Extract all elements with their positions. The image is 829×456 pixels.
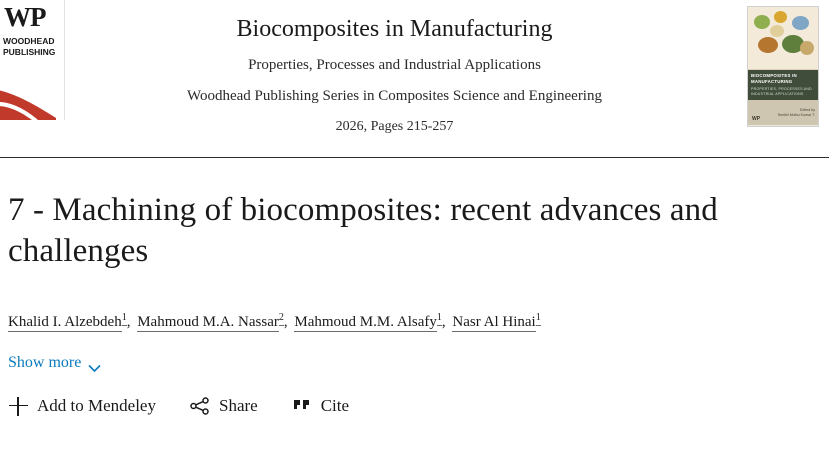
publisher-swoosh-graphic bbox=[0, 80, 65, 120]
add-to-mendeley-label: Add to Mendeley bbox=[37, 396, 156, 415]
woodhead-publishing-logo bbox=[0, 0, 65, 120]
author-affiliation-marker[interactable]: 1 bbox=[122, 312, 127, 326]
show-more-label: Show more bbox=[8, 354, 82, 371]
quote-icon bbox=[292, 396, 312, 416]
pages-line: 2026, Pages 215-257 bbox=[335, 119, 454, 134]
publication-header bbox=[0, 0, 829, 158]
author-name[interactable]: Mahmoud M.A. Nassar bbox=[137, 314, 279, 330]
share-button[interactable] bbox=[190, 396, 258, 416]
wp-monogram: WP bbox=[4, 2, 46, 32]
author-entry[interactable] bbox=[294, 314, 442, 330]
author-affiliation-marker[interactable]: 2 bbox=[279, 312, 284, 326]
share-label: Share bbox=[218, 396, 258, 415]
cover-publisher-mark: WP bbox=[752, 116, 761, 122]
series-title: Woodhead Publishing Series in Composites Science and Engineering bbox=[187, 88, 602, 104]
author-separator: , bbox=[283, 314, 288, 330]
publisher-name: WOODHEAD PUBLISHING bbox=[3, 36, 56, 57]
cover-band-subtitle: PROPERTIES, PROCESSES AND INDUSTRIAL APPLICATIONS bbox=[751, 87, 812, 96]
author-list bbox=[8, 307, 821, 333]
share-icon bbox=[190, 396, 210, 416]
article-section bbox=[0, 190, 829, 416]
article-actions bbox=[8, 396, 821, 416]
book-title: Biocomposites in Manufacturing bbox=[236, 16, 553, 42]
header-divider bbox=[0, 157, 829, 158]
author-name[interactable]: Nasr Al Hinai bbox=[452, 314, 536, 330]
book-cover-thumbnail[interactable] bbox=[747, 6, 819, 127]
title-block bbox=[80, 14, 709, 136]
cover-editor-line: Edited by Senthil Muthu Kumar T. bbox=[777, 108, 815, 117]
author-separator: , bbox=[126, 314, 131, 330]
author-affiliation-marker[interactable]: 1 bbox=[437, 312, 442, 326]
plus-icon bbox=[8, 396, 28, 416]
author-entry[interactable] bbox=[8, 314, 127, 330]
author-separator: , bbox=[441, 314, 446, 330]
cover-title-band bbox=[748, 70, 818, 100]
book-subtitle: Properties, Processes and Industrial Applications bbox=[248, 57, 541, 73]
author-entry[interactable] bbox=[452, 314, 540, 330]
author-name[interactable]: Mahmoud M.M. Alsafy bbox=[294, 314, 437, 330]
show-more-button[interactable] bbox=[8, 354, 101, 372]
cover-footer bbox=[748, 100, 818, 125]
cite-button[interactable] bbox=[292, 396, 349, 416]
chevron-down-icon bbox=[88, 359, 101, 367]
cite-label: Cite bbox=[320, 396, 350, 415]
author-name[interactable]: Khalid I. Alzebdeh bbox=[8, 314, 122, 330]
cover-artwork bbox=[748, 7, 818, 70]
author-entry[interactable] bbox=[137, 314, 284, 330]
author-affiliation-marker[interactable]: 1 bbox=[536, 312, 541, 326]
add-to-mendeley-button[interactable] bbox=[8, 396, 156, 416]
cover-band-title: BIOCOMPOSITES IN MANUFACTURING bbox=[751, 73, 797, 84]
page-title: 7 - Machining of biocomposites: recent advances and challenges bbox=[8, 192, 718, 269]
